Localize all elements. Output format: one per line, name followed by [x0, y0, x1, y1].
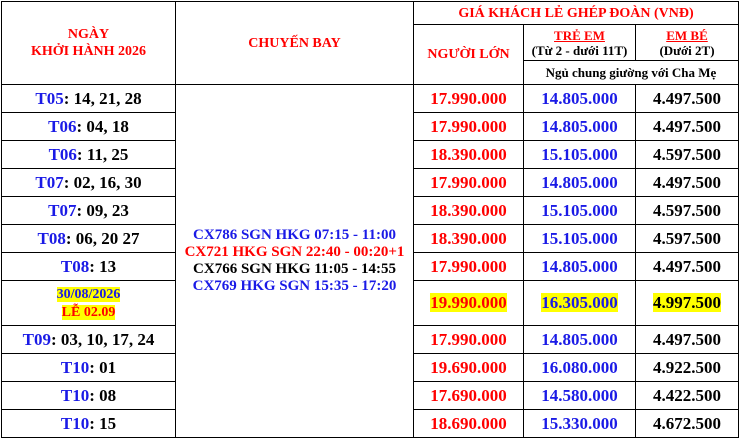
adult-price: 17.990.000: [414, 85, 524, 113]
adult-price: 19.990.000: [414, 281, 524, 326]
departure-date: T10: 01: [2, 354, 176, 382]
infant-header-label: EM BÉ: [666, 27, 708, 43]
adult-price: 17.990.000: [414, 113, 524, 141]
child-price: 16.080.000: [524, 354, 636, 382]
departure-date: T06: 11, 25: [2, 141, 176, 169]
adult-price: 17.990.000: [414, 253, 524, 281]
infant-price: 4.422.500: [636, 382, 739, 410]
departure-date: T10: 15: [2, 410, 176, 438]
adult-header: NGƯỜI LỚN: [414, 25, 524, 85]
child-price: 14.805.000: [524, 169, 636, 197]
departure-date: T10: 08: [2, 382, 176, 410]
departure-date-holiday: [2, 281, 176, 326]
adult-price: 18.390.000: [414, 225, 524, 253]
adult-price: 18.690.000: [414, 410, 524, 438]
infant-price: 4.497.500: [636, 85, 739, 113]
infant-price: 4.922.500: [636, 354, 739, 382]
child-header-label: TRẺ EM: [554, 27, 605, 43]
adult-price: 17.990.000: [414, 326, 524, 354]
adult-price: 17.990.000: [414, 169, 524, 197]
infant-price: 4.597.500: [636, 141, 739, 169]
infant-price: 4.497.500: [636, 253, 739, 281]
child-price: 15.105.000: [524, 197, 636, 225]
child-price: 14.805.000: [524, 326, 636, 354]
infant-price: 4.497.500: [636, 169, 739, 197]
departure-date-header: [2, 2, 176, 85]
child-price: 14.805.000: [524, 85, 636, 113]
infant-price: 4.597.500: [636, 225, 739, 253]
child-header: [524, 25, 636, 61]
child-price: 14.805.000: [524, 113, 636, 141]
child-price: 14.580.000: [524, 382, 636, 410]
infant-price: 4.497.500: [636, 113, 739, 141]
price-group-header: GIÁ KHÁCH LẺ GHÉP ĐOÀN (VNĐ): [414, 2, 739, 25]
holiday-date: 30/08/2026: [56, 287, 121, 302]
departure-date: T09: 03, 10, 17, 24: [2, 326, 176, 354]
child-price: 14.805.000: [524, 253, 636, 281]
infant-price: 4.997.500: [636, 281, 739, 326]
child-price: 15.105.000: [524, 141, 636, 169]
adult-price: 17.690.000: [414, 382, 524, 410]
holiday-label: LỄ 02.09: [61, 305, 116, 320]
shared-bed-note: Ngủ chung giường với Cha Mẹ: [524, 61, 739, 85]
infant-price: 4.672.500: [636, 410, 739, 438]
flight-line: CX766 SGN HKG 11:05 - 14:55: [193, 261, 396, 277]
departure-date: T05: 14, 21, 28: [2, 85, 176, 113]
flight-line: CX769 HKG SGN 15:35 - 17:20: [192, 278, 397, 294]
adult-price: 18.390.000: [414, 197, 524, 225]
infant-price: 4.497.500: [636, 326, 739, 354]
flight-line: CX721 HKG SGN 22:40 - 00:20+1: [184, 244, 405, 260]
infant-price: 4.597.500: [636, 197, 739, 225]
flight-schedule: [176, 85, 414, 438]
departure-date: T07: 09, 23: [2, 197, 176, 225]
departure-date: T07: 02, 16, 30: [2, 169, 176, 197]
departure-header-line1: NGÀY: [67, 27, 110, 42]
adult-price: 19.690.000: [414, 354, 524, 382]
child-price: 15.330.000: [524, 410, 636, 438]
departure-date: T08: 13: [2, 253, 176, 281]
adult-price: 18.390.000: [414, 141, 524, 169]
flight-line: CX786 SGN HKG 07:15 - 11:00: [193, 227, 396, 243]
child-header-sub: (Từ 2 - dưới 11T): [531, 42, 628, 58]
infant-header: [636, 25, 739, 61]
departure-date: T06: 04, 18: [2, 113, 176, 141]
infant-header-sub: (Dưới 2T): [659, 42, 715, 58]
child-price: 16.305.000: [524, 281, 636, 326]
tour-price-table: [1, 1, 739, 438]
child-price: 15.105.000: [524, 225, 636, 253]
departure-header-line2: KHỞI HÀNH 2026: [30, 44, 147, 59]
departure-date: T08: 06, 20 27: [2, 225, 176, 253]
table-row: [2, 85, 739, 113]
flight-header: CHUYẾN BAY: [176, 2, 414, 85]
